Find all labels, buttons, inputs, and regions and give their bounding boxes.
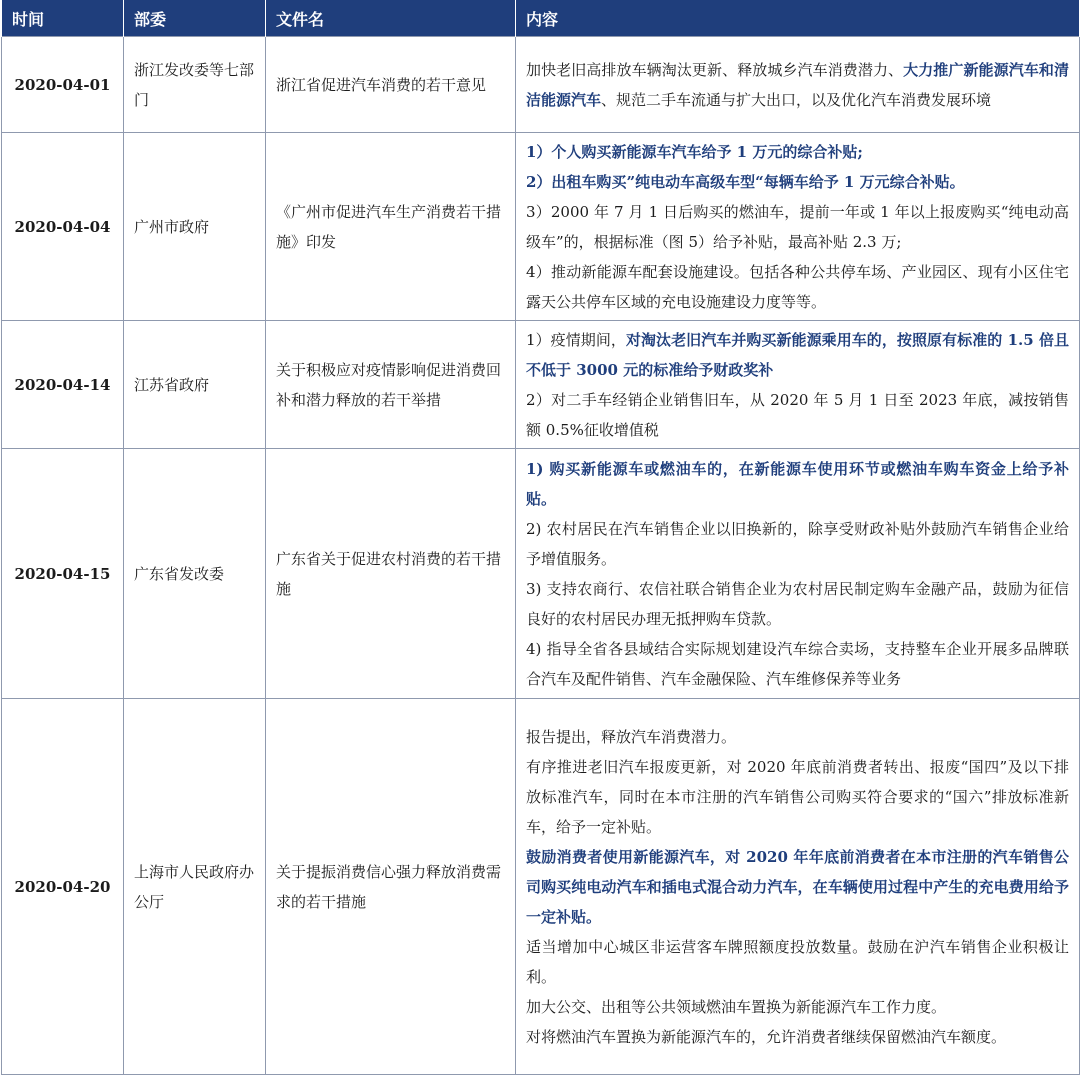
content-paragraph — [526, 257, 1069, 317]
content-text: 有序推进老旧汽车报废更新，对 2020 年底前消费者转出、报废“国四”及以下排放标准汽车，同时在本市注册的汽车销售公司购买符合要求的“国六”排放标准新车，给予一定补贴。 — [526, 757, 1069, 836]
department-cell: 广东省发改委 — [124, 449, 266, 699]
content-cell — [516, 449, 1080, 699]
content-text: 3) 支持农商行、农信社联合销售企业为农村居民制定购车金融产品，鼓励为征信良好的农村居民办理无抵押购车贷款。 — [526, 579, 1069, 628]
department-cell: 浙江发改委等七部门 — [124, 37, 266, 133]
content-cell — [516, 133, 1080, 321]
table-header-row — [2, 0, 1080, 37]
date-cell: 2020-04-14 — [2, 321, 124, 449]
document-cell: 关于提振消费信心强力释放消费需求的若干措施 — [266, 699, 516, 1075]
content-text: 、规范二手车流通与扩大出口，以及优化汽车消费发展环境 — [601, 90, 992, 109]
content-paragraph — [526, 992, 1069, 1022]
date-cell: 2020-04-15 — [2, 449, 124, 699]
content-paragraph — [526, 197, 1069, 257]
content-text: 1）疫情期间， — [526, 330, 626, 349]
content-paragraph — [526, 385, 1069, 445]
content-text: 加大公交、出租等公共领域燃油车置换为新能源汽车工作力度。 — [526, 997, 947, 1016]
document-cell: 《广州市促进汽车生产消费若干措施》印发 — [266, 133, 516, 321]
content-paragraph — [526, 752, 1069, 842]
emphasis-text: 1) 购买新能源车或燃油车的，在新能源车使用环节或燃油车购车资金上给予补贴。 — [526, 459, 1069, 508]
emphasis-text: 1）个人购买新能源车汽车给予 1 万元的综合补贴; — [526, 142, 863, 161]
content-paragraph — [526, 722, 1069, 752]
table-row — [2, 449, 1080, 699]
department-cell: 广州市政府 — [124, 133, 266, 321]
content-text: 对将燃油汽车置换为新能源汽车的，允许消费者继续保留燃油汽车额度。 — [526, 1027, 1007, 1046]
table-row — [2, 321, 1080, 449]
content-cell — [516, 321, 1080, 449]
document-cell: 浙江省促进汽车消费的若干意见 — [266, 37, 516, 133]
header-document: 文件名 — [266, 0, 516, 37]
content-cell — [516, 699, 1080, 1075]
content-paragraph — [526, 574, 1069, 634]
content-paragraph — [526, 842, 1069, 932]
emphasis-text: 对淘汰老旧汽车并购买新能源乘用车的，按照原有标准的 1.5 倍且不低于 3000 元的标准给予财政奖补 — [526, 330, 1070, 379]
policy-table — [1, 0, 1080, 1075]
content-text: 加快老旧高排放车辆淘汰更新、释放城乡汽车消费潜力、 — [526, 60, 904, 79]
document-cell: 广东省关于促进农村消费的若干措施 — [266, 449, 516, 699]
content-text: 4）推动新能源车配套设施建设。包括各种公共停车场、产业园区、现有小区住宅露天公共停车区域的充电设施建设力度等等。 — [526, 262, 1069, 311]
content-cell — [516, 37, 1080, 133]
content-paragraph — [526, 325, 1069, 385]
date-cell: 2020-04-01 — [2, 37, 124, 133]
table-row — [2, 133, 1080, 321]
document-cell: 关于积极应对疫情影响促进消费回补和潜力释放的若干举措 — [266, 321, 516, 449]
content-text: 适当增加中心城区非运营客车牌照额度投放数量。鼓励在沪汽车销售企业积极让利。 — [526, 937, 1069, 986]
department-cell: 江苏省政府 — [124, 321, 266, 449]
emphasis-text: 2）出租车购买”纯电动车高级车型“每辆车给予 1 万元综合补贴。 — [526, 172, 965, 191]
emphasis-text: 鼓励消费者使用新能源汽车，对 2020 年年底前消费者在本市注册的汽车销售公司购买纯电动汽车和插电式混合动力汽车，在车辆使用过程中产生的充电费用给予一定补贴。 — [526, 847, 1069, 926]
content-text: 2) 农村居民在汽车销售企业以旧换新的，除享受财政补贴外鼓励汽车销售企业给予增值服务。 — [526, 519, 1069, 568]
header-time: 时间 — [2, 0, 124, 37]
content-paragraph — [526, 514, 1069, 574]
content-text: 4) 指导全省各县域结合实际规划建设汽车综合卖场，支持整车企业开展多品牌联合汽车及配件销售、汽车金融保险、汽车维修保养等业务 — [526, 639, 1069, 688]
content-paragraph — [526, 454, 1069, 514]
date-cell: 2020-04-20 — [2, 699, 124, 1075]
date-cell: 2020-04-04 — [2, 133, 124, 321]
content-paragraph — [526, 932, 1069, 992]
header-department: 部委 — [124, 0, 266, 37]
emphasis-text: 大力推广新能源汽车和清洁能源汽车 — [526, 60, 1069, 109]
content-paragraph — [526, 55, 1069, 115]
content-text: 报告提出，释放汽车消费潜力。 — [526, 727, 737, 746]
content-paragraph — [526, 167, 1069, 197]
content-text: 2）对二手车经销企业销售旧车，从 2020 年 5 月 1 日至 2023 年底，减按销售额 0.5%征收增值税 — [526, 390, 1069, 439]
content-text: 3）2000 年 7 月 1 日后购买的燃油车，提前一年或 1 年以上报废购买“纯电动高级车”的，根据标准（图 5）给予补贴，最高补贴 2.3 万; — [526, 202, 1069, 251]
table-row — [2, 699, 1080, 1075]
table-row — [2, 37, 1080, 133]
header-content: 内容 — [516, 0, 1080, 37]
content-paragraph — [526, 137, 1069, 167]
department-cell: 上海市人民政府办公厅 — [124, 699, 266, 1075]
content-paragraph — [526, 634, 1069, 694]
content-paragraph — [526, 1022, 1069, 1052]
